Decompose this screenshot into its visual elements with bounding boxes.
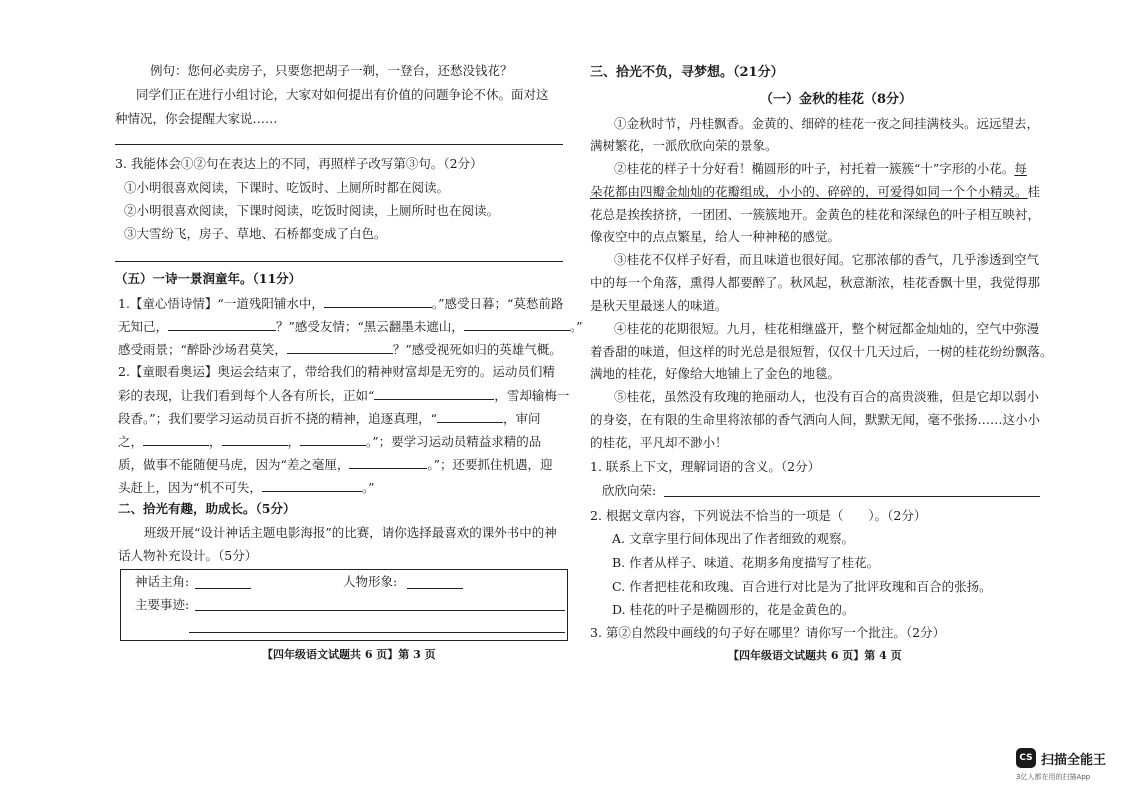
answer-line <box>115 261 563 262</box>
olympics-line-4 <box>118 432 541 451</box>
text: ，审问 <box>503 411 541 426</box>
text: 。”；要学习运动员精益求精的品 <box>366 434 542 449</box>
para-5-line-3: 的桂花，平凡却不渺小！ <box>590 435 728 450</box>
page-4 <box>580 0 1123 793</box>
section-3-heading: 三、拾光不负，寻梦想。（21分） <box>590 65 784 80</box>
fill-blank[interactable] <box>287 340 393 354</box>
poem-line-1 <box>118 294 563 313</box>
text: ？”感受友情；“黑云翻墨未遮山， <box>276 319 464 334</box>
text: 质，做事不能随便马虎，因为“差之毫厘， <box>118 457 350 472</box>
mythic-hero-label: 神话主角: <box>135 574 190 589</box>
answer-line <box>115 144 563 145</box>
poem-line-3 <box>118 340 562 359</box>
para-5-line-2: 的身姿，在有限的生命里将浓郁的香气洒向人间，默默无闻，毫不张扬……这小小 <box>590 412 1041 427</box>
olympics-line-2 <box>118 386 569 405</box>
para-4-line-1: ④桂花的花期很短。九月，桂花相继盛开，整个树冠都金灿灿的，空气中弥漫 <box>614 321 1040 336</box>
underlined-text: 每 <box>1014 161 1027 176</box>
text: 桂 <box>1027 184 1041 199</box>
section-2-intro-2: 话人物补充设计。（5分） <box>118 548 258 563</box>
fill-blank[interactable] <box>143 432 209 446</box>
q1-term: 欣欣向荣: <box>602 483 657 498</box>
question-2: 2. 根据文章内容，下列说法不恰当的一项是（ ）。（2分） <box>590 508 927 523</box>
para-2-line-2 <box>590 183 1040 201</box>
section-2-heading: 二、拾光有趣，助成长。（5分） <box>118 501 296 516</box>
watermark-tagline: 3亿人都在用的扫描App <box>1016 773 1091 781</box>
q2-option-c: C. 作者把桂花和玫瑰、百合进行对比是为了批评玫瑰和百合的张扬。 <box>612 579 992 594</box>
character-image-field[interactable] <box>407 575 463 589</box>
text: 1.【童心悟诗情】“一道残阳铺水中， <box>118 296 324 311</box>
section-5-heading: （五）一诗一景润童年。（11分） <box>115 271 302 286</box>
example-sentence: 例句：您何必卖房子，只要您把胡子一剃，一登台，还愁没钱花？ <box>150 63 513 78</box>
main-deeds-field[interactable] <box>195 610 565 611</box>
camscanner-logo-icon: CS <box>1016 748 1036 768</box>
q3-sentence-2: ②小明很喜欢阅读，下课时阅读，吃饭时阅读，上厕所时也在阅读。 <box>124 203 500 218</box>
olympics-line-6 <box>118 478 375 497</box>
para-4-line-3: 满地的桂花，好像给大地铺上了金色的地毯。 <box>590 366 841 381</box>
page-footer: 【四年级语文试题共 6 页】第 4 页 <box>728 649 902 662</box>
para-5-line-1: ⑤桂花，虽然没有玫瑰的艳丽动人，也没有百合的高贵淡雅，但是它却以弱小 <box>614 389 1040 404</box>
fill-blank[interactable] <box>222 432 288 446</box>
para-4-line-2: 着香甜的味道，但这样的时光总是很短暂，仅仅十几天过后，一树的桂花纷纷飘落。 <box>590 344 1053 359</box>
text: ？”感受视死如归的英雄气概。 <box>392 342 562 357</box>
question-3: 3. 第②自然段中画线的句子好在哪里？请你写一个批注。（2分） <box>590 625 946 640</box>
discuss-question-line1: 同学们正在进行小组讨论，大家对如何提出有价值的问题争论不休。面对这 <box>136 87 549 102</box>
text: 无知己， <box>118 319 169 334</box>
q2-option-d: D. 桂花的叶子是椭圆形的，花是金黄色的。 <box>612 602 855 617</box>
text: 头赶上，因为“机不可失， <box>118 480 262 495</box>
text: 之， <box>118 434 144 449</box>
fill-blank[interactable] <box>437 409 503 423</box>
text: 。” <box>569 319 583 334</box>
poem-line-2 <box>118 317 582 336</box>
poster-design-box <box>120 569 568 641</box>
fill-blank[interactable] <box>324 294 432 308</box>
olympics-line-3 <box>118 409 541 428</box>
section-2-intro-1: 班级开展“设计神话主题电影海报”的比赛，请你选择最喜欢的课外书中的神 <box>144 525 557 540</box>
para-1-line-2: 满树繁花，一派欣欣向荣的景象。 <box>590 138 778 153</box>
scanner-watermark <box>1016 748 1116 784</box>
text: ②桂花的样子十分好看！椭圆形的叶子，衬托着一簇簇“十”字形的小花。 <box>614 161 1015 176</box>
fill-blank[interactable] <box>300 432 366 446</box>
mythic-hero-field[interactable] <box>195 575 251 589</box>
para-2-line-3: 花总是挨挨挤挤，一团团、一簇簇地开。金黄色的桂花和深绿色的叶子相互映衬， <box>590 207 1041 222</box>
fill-blank[interactable] <box>262 478 362 492</box>
text: 彩的表现，让我们看到每个人各有所长，正如“ <box>118 388 375 403</box>
passage-title: （一）金秋的桂花（8分） <box>760 92 913 107</box>
fill-blank[interactable] <box>464 317 570 331</box>
text: 感受雨景；“醉卧沙场君莫笑， <box>118 342 287 357</box>
text: 。”感受日暮；“莫愁前路 <box>431 296 564 311</box>
text: 段香。”；我们要学习运动员百折不挠的精神，追逐真理，“ <box>118 411 438 426</box>
q1-answer-line[interactable] <box>664 496 1040 497</box>
watermark-app-name: 扫描全能王 <box>1041 753 1107 768</box>
text: ，雪却输梅一 <box>494 388 570 403</box>
text: 。” <box>361 480 375 495</box>
para-2-line-1 <box>614 160 1027 178</box>
page-footer: 【四年级语文试题共 6 页】第 3 页 <box>262 648 436 661</box>
para-3-line-2: 中的每一个角落，熏得人都要醉了。秋风起，秋意渐浓，桂花香飘十里，我觉得那 <box>590 275 1041 290</box>
fill-blank[interactable] <box>349 455 427 469</box>
character-image-label: 人物形象: <box>343 574 398 589</box>
text: 。”；还要抓住机遇，迎 <box>427 457 553 472</box>
para-2-line-4: 像夜空中的点点繁星，给人一种神秘的感觉。 <box>590 229 841 244</box>
main-deeds-field[interactable] <box>189 632 565 633</box>
q3-sentence-3: ③大雪纷飞，房子、草地、石桥都变成了白色。 <box>124 226 387 241</box>
fill-blank[interactable] <box>168 317 276 331</box>
para-3-line-1: ③桂花不仅样子好看，而且味道也很好闻。它那浓郁的香气，几乎渗透到空气 <box>614 252 1040 267</box>
discuss-question-line2: 种情况，你会提醒大家说…… <box>115 111 278 126</box>
question-3: 3. 我能体会①②句在表达上的不同，再照样子改写第③句。（2分） <box>115 156 483 171</box>
text: ， <box>287 434 301 449</box>
q2-option-b: B. 作者从样子、味道、花期多角度描写了桂花。 <box>612 555 880 570</box>
text: ， <box>209 434 222 449</box>
underlined-sentence: 朵花都由四瓣金灿灿的花瓣组成，小小的、碎碎的，可爱得如同一个个小精灵。 <box>590 184 1028 199</box>
fill-blank[interactable] <box>374 386 494 400</box>
q2-option-a: A. 文章字里行间体现出了作者细致的观察。 <box>612 531 854 546</box>
para-3-line-3: 是秋天里最迷人的味道。 <box>590 298 728 313</box>
q3-sentence-1: ①小明很喜欢阅读，下课时、吃饭时、上厕所时都在阅读。 <box>124 180 450 195</box>
olympics-line-5 <box>118 455 553 474</box>
question-1: 1. 联系上下文，理解词语的含义。（2分） <box>590 459 821 474</box>
para-1-line-1: ①金秋时节，丹桂飘香。金黄的、细碎的桂花一夜之间挂满枝头。远远望去， <box>614 116 1040 131</box>
main-deeds-label: 主要事迹: <box>135 597 190 612</box>
olympics-line-1: 2.【童眼看奥运】奥运会结束了，带给我们的精神财富却是无穷的。运动员们精 <box>118 364 555 379</box>
